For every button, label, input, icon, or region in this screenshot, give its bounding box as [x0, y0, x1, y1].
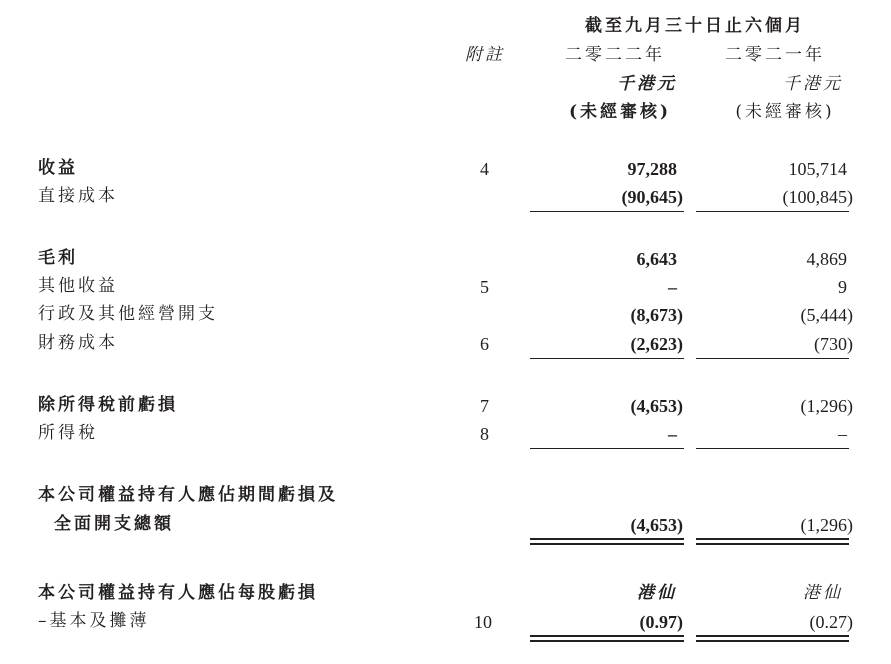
- eps-basic-2021: (0.27): [809, 612, 853, 632]
- direct-cost-2022: (90,645): [621, 187, 683, 207]
- total-comprehensive-2021: (1,296): [800, 515, 853, 535]
- total-comprehensive-2022: (4,653): [630, 515, 683, 535]
- other-income-2021: 9: [838, 277, 847, 297]
- admin-expenses-label: 行政及其他經營開支: [38, 304, 218, 324]
- col-2022-audit: (未經審核): [568, 102, 672, 122]
- eps-basic-2022: (0.97): [639, 612, 683, 632]
- subtotal-rule: [696, 448, 849, 449]
- income-tax-note: 8: [480, 424, 489, 444]
- subtotal-rule: [696, 211, 849, 212]
- gross-profit-2022: 6,643: [636, 249, 677, 269]
- revenue-label: 收益: [38, 158, 78, 178]
- subtotal-rule: [530, 211, 684, 212]
- subtotal-rule: [530, 358, 684, 359]
- loss-before-tax-label: 除所得稅前虧損: [38, 395, 178, 415]
- other-income-2022: –: [668, 277, 677, 297]
- total-comprehensive-label-line2: 全面開支總額: [54, 514, 174, 534]
- total-double-rule: [530, 635, 684, 642]
- col-2021-year: 二零二一年: [725, 45, 825, 65]
- other-income-note: 5: [480, 277, 489, 297]
- finance-cost-2022: (2,623): [630, 334, 683, 354]
- eps-basic-note: 10: [474, 612, 492, 632]
- revenue-2021: 105,714: [788, 159, 847, 179]
- admin-expenses-2022: (8,673): [630, 305, 683, 325]
- col-2021-audit: (未經審核): [735, 102, 835, 122]
- income-tax-2021: –: [838, 424, 847, 444]
- eps-unit-2021: 港仙: [803, 583, 843, 603]
- loss-before-tax-2021: (1,296): [800, 396, 853, 416]
- col-2022-unit: 千港元: [617, 74, 677, 94]
- total-comprehensive-label-line1: 本公司權益持有人應佔期間虧損及: [38, 485, 338, 505]
- total-double-rule: [530, 538, 684, 545]
- revenue-note: 4: [480, 159, 489, 179]
- other-income-label: 其他收益: [38, 276, 118, 296]
- period-header: 截至九月三十日止六個月: [585, 16, 805, 36]
- gross-profit-label: 毛利: [38, 248, 78, 268]
- gross-profit-2021: 4,869: [806, 249, 847, 269]
- total-double-rule: [696, 635, 849, 642]
- subtotal-rule: [696, 358, 849, 359]
- note-column-header: 附註: [465, 45, 505, 65]
- revenue-2022: 97,288: [627, 159, 677, 179]
- finance-cost-note: 6: [480, 334, 489, 354]
- loss-before-tax-note: 7: [480, 396, 489, 416]
- subtotal-rule: [530, 448, 684, 449]
- admin-expenses-2021: (5,444): [800, 305, 853, 325]
- finance-cost-label: 財務成本: [38, 333, 118, 353]
- eps-label: 本公司權益持有人應佔每股虧損: [38, 583, 318, 603]
- finance-cost-2021: (730): [814, 334, 853, 354]
- col-2021-unit: 千港元: [783, 74, 843, 94]
- income-tax-label: 所得稅: [38, 423, 98, 443]
- income-tax-2022: –: [668, 424, 677, 444]
- eps-basic-label: –基本及攤薄: [38, 611, 150, 631]
- eps-unit-2022: 港仙: [637, 583, 677, 603]
- direct-cost-label: 直接成本: [38, 186, 118, 206]
- total-double-rule: [696, 538, 849, 545]
- col-2022-year: 二零二二年: [565, 45, 665, 65]
- loss-before-tax-2022: (4,653): [630, 396, 683, 416]
- direct-cost-2021: (100,845): [782, 187, 853, 207]
